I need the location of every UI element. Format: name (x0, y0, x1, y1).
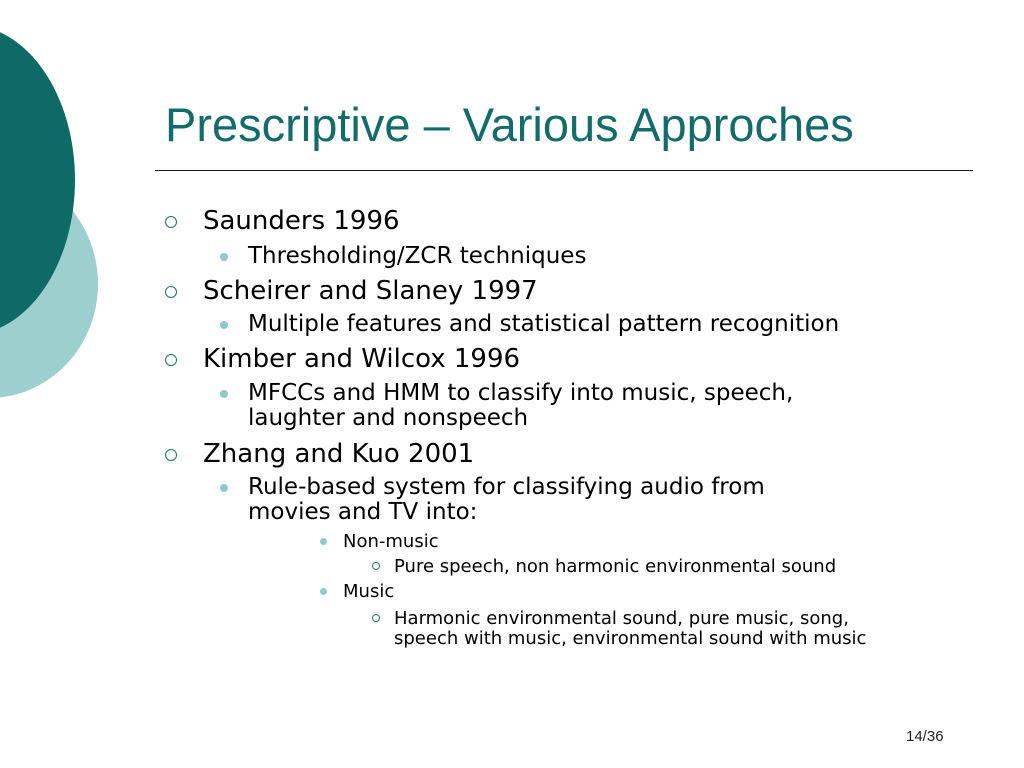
bullet-item-level-2 (248, 475, 765, 525)
bullet-item-level-3 (343, 532, 439, 552)
hollow-circle-bullet-icon (372, 614, 380, 622)
hollow-circle-bullet-icon (165, 216, 177, 228)
bullet-text-line: Non-music (343, 531, 439, 552)
bullet-text-line: movies and TV into: (248, 499, 478, 525)
bullet-item-level-4 (394, 557, 836, 577)
bullet-text-line: MFCCs and HMM to classify into music, speech, (248, 380, 794, 406)
bullet-text-line: Kimber and Wilcox 1996 (203, 344, 521, 374)
title-divider (155, 170, 973, 171)
hollow-circle-bullet-icon (165, 354, 177, 366)
slide-title: Prescriptive – Various Approches (165, 98, 854, 151)
bullet-text-line: Pure speech, non harmonic environmental sound (394, 556, 837, 577)
bullet-text-line: Saunders 1996 (203, 206, 400, 236)
bullet-item-level-1 (203, 208, 400, 234)
bullet-text-line: Rule-based system for classifying audio from (248, 474, 765, 500)
hollow-circle-bullet-icon (372, 562, 380, 570)
bullet-text-line: speech with music, environmental sound with music (394, 628, 867, 649)
bullet-text-line: Harmonic environmental sound, pure music, song, (394, 608, 849, 629)
bullet-item-level-2 (248, 244, 586, 269)
hollow-circle-bullet-icon (165, 449, 177, 461)
bullet-text-line: Thresholding/ZCR techniques (248, 243, 587, 269)
bullet-item-level-2 (248, 381, 793, 431)
bullet-text-line: Music (343, 581, 395, 602)
hollow-circle-bullet-icon (165, 286, 177, 298)
bullet-item-level-4 (394, 609, 866, 649)
slide-number: 14/36 (906, 728, 944, 745)
filled-dot-bullet-icon (220, 484, 228, 492)
bullet-text-line: Zhang and Kuo 2001 (203, 439, 475, 469)
bullet-item-level-2 (248, 312, 839, 337)
filled-dot-bullet-icon (320, 588, 327, 595)
filled-dot-bullet-icon (220, 390, 228, 398)
bullet-item-level-3 (343, 582, 394, 602)
bullet-item-level-1 (203, 441, 474, 467)
filled-dot-bullet-icon (220, 321, 228, 329)
bullet-item-level-1 (203, 346, 520, 372)
bullet-text-line: Multiple features and statistical pattern recognition (248, 311, 840, 337)
bullet-item-level-1 (203, 278, 538, 304)
filled-dot-bullet-icon (320, 538, 327, 545)
bullet-text-line: Scheirer and Slaney 1997 (203, 276, 538, 306)
filled-dot-bullet-icon (220, 253, 228, 261)
bullet-text-line: laughter and nonspeech (248, 405, 529, 431)
